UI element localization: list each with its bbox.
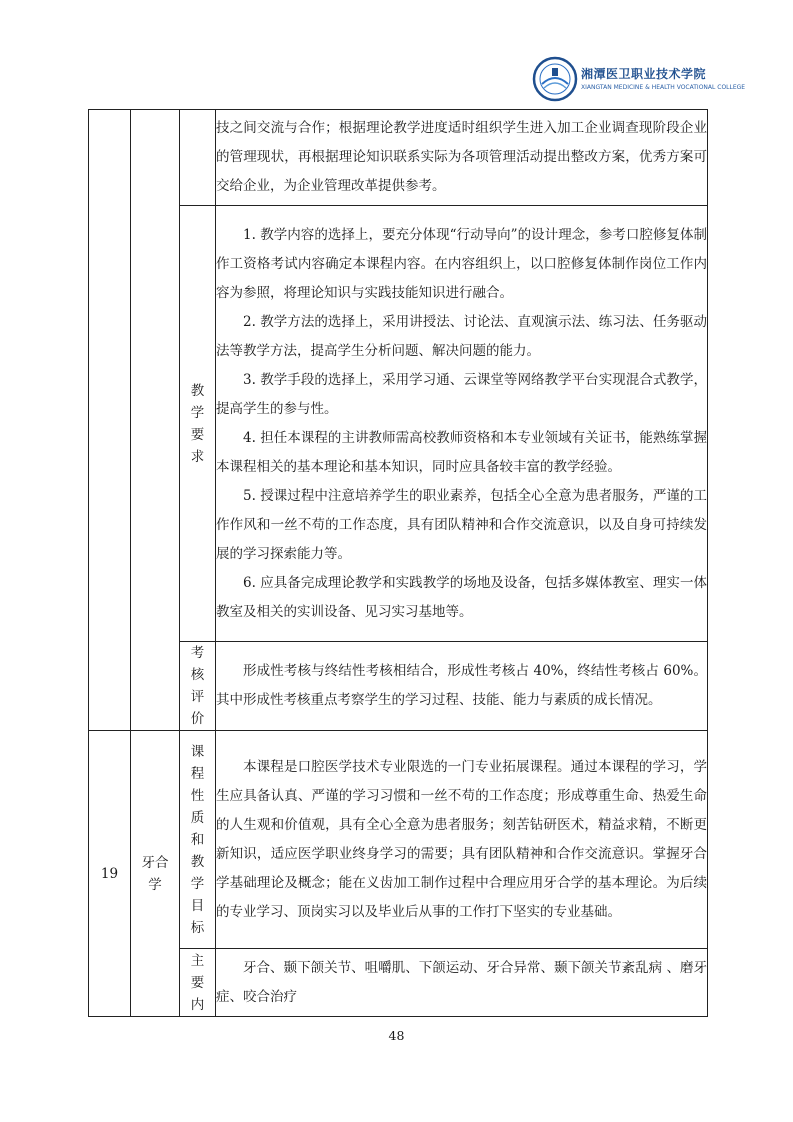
teaching-requirements-body xyxy=(216,206,708,642)
requirement-item: 3. 教学手段的选择上，采用学习通、云课堂等网络教学平台实现混合式教学，提高学生的参与性。 xyxy=(216,371,707,417)
main-content-paragraph: 牙合、颞下颌关节、咀嚼肌、下颌运动、牙合异常、颞下颌关节紊乱病 、磨牙症、咬合治疗 xyxy=(216,959,707,1005)
requirement-item: 5. 授课过程中注意培养学生的职业素养，包括全心全意为患者服务，严谨的工作作风和一丝不苟的工作态度，具有团队精神和合作交流意识，以及自身可持续发展的学习探索能力等。 xyxy=(216,487,707,562)
page-number: 48 xyxy=(388,1028,405,1043)
table-row xyxy=(89,206,708,642)
table-row xyxy=(89,642,708,731)
course-nature-label: 课 程 性 质 和 教 学 目 标 xyxy=(180,731,216,949)
section-label-cell xyxy=(180,110,216,206)
table-row xyxy=(89,949,708,1017)
course-name-cell xyxy=(131,110,180,731)
table-row xyxy=(89,731,708,949)
college-emblem-icon xyxy=(532,56,578,102)
course-table xyxy=(88,109,708,1017)
teaching-requirements-label: 教 学 要 求 xyxy=(180,206,216,642)
course-nature-body xyxy=(216,731,708,949)
requirement-item: 2. 教学方法的选择上，采用讲授法、讨论法、直观演示法、练习法、任务驱动法等教学方法，提高学生分析问题、解决问题的能力。 xyxy=(216,313,707,359)
main-content-body xyxy=(216,949,708,1017)
course-number: 19 xyxy=(89,731,131,1017)
college-name: 湘潭医卫职业技术学院 xyxy=(581,67,707,81)
college-name-en: XIANGTAN MEDICINE & HEALTH VOCATIONAL COLLEGE xyxy=(581,84,746,91)
college-logo xyxy=(532,56,746,106)
course-name: 牙合 学 xyxy=(131,731,180,1017)
assessment-label: 考 核 评 价 xyxy=(180,642,216,731)
course-nature-paragraph: 本课程是口腔医学技术专业限选的一门专业拓展课程。通过本课程的学习，学生应具备认真、严谨的学习习惯和一丝不苟的工作态度；形成尊重生命、热爱生命的人生观和价值观，具有全心全意为患者服务；刻苦钻研医术，精益求精，不断更新知识，适应医学职业终身学习的需要；具有团队精神和合作交流意识。掌握牙合学基础理论及概念；能在义齿加工制作过程中合理应用牙合学的基本理论。为后续的专业学习、顶岗实习以及毕业后从事的工作打下坚实的专业基础。 xyxy=(216,758,707,920)
course-number-cell xyxy=(89,110,131,731)
table-row xyxy=(89,110,708,206)
continued-paragraph: 技之间交流与合作；根据理论教学进度适时组织学生进入加工企业调查现阶段企业的管理现状，再根据理论知识联系实际为各项管理活动提出整改方案，优秀方案可交给企业，为企业管理改革提供参考。 xyxy=(216,120,707,194)
assessment-body xyxy=(216,642,708,731)
requirement-item: 4. 担任本课程的主讲教师需高校教师资格和本专业领域有关证书，能熟练掌握本课程相关的基本理论和基本知识，同时应具备较丰富的教学经验。 xyxy=(216,429,707,475)
section-body-cell xyxy=(216,110,708,206)
assessment-paragraph: 形成性考核与终结性考核相结合，形成性考核占 40%，终结性考核占 60%。其中形成性考核重点考察学生的学习过程、技能、能力与素质的成长情况。 xyxy=(216,663,707,708)
requirement-item: 6. 应具备完成理论教学和实践教学的场地及设备，包括多媒体教室、理实一体教室及相关的实训设备、见习实习基地等。 xyxy=(216,574,707,620)
main-content-label: 主 要 内 xyxy=(180,949,216,1017)
requirement-item: 1. 教学内容的选择上，要充分体现“行动导向”的设计理念，参考口腔修复体制作工资格考试内容确定本课程内容。在内容组织上，以口腔修复体制作岗位工作内容为参照，将理论知识与实践技能知识进行融合。 xyxy=(216,226,707,301)
